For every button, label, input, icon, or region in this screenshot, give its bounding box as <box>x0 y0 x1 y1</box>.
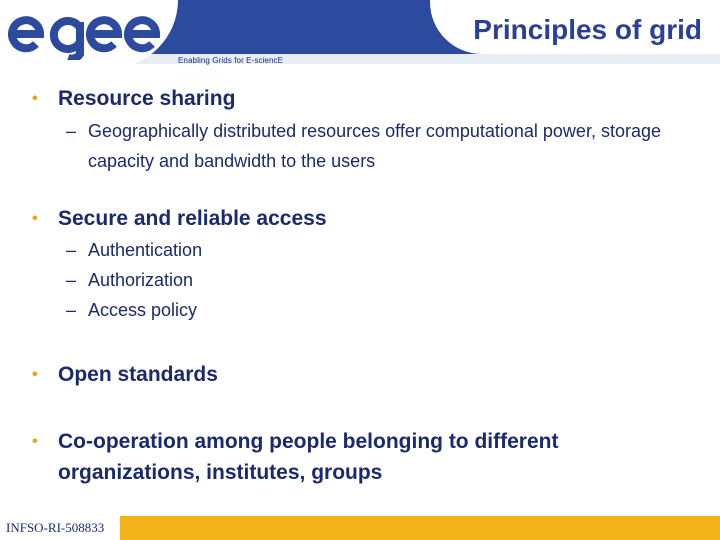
bullet-text: Open standards <box>58 363 218 386</box>
bullet-cooperation <box>32 426 658 488</box>
sub-bullet <box>66 295 698 325</box>
bullet-text: Resource sharing <box>58 87 236 110</box>
bullet-icon: • <box>32 366 38 383</box>
title-panel <box>430 0 720 54</box>
bullet-icon: • <box>32 210 38 227</box>
footer-label: INFSO-RI-508833 <box>0 516 120 540</box>
bullet-resource-sharing <box>32 83 698 114</box>
bullet-icon: • <box>32 433 38 450</box>
bullet-text: Co-operation among people belonging to different organizations, institutes, groups <box>58 430 559 484</box>
sub-bullet <box>66 235 698 265</box>
sub-bullet-text: Access policy <box>88 300 198 320</box>
bullet-text: Secure and reliable access <box>58 207 327 230</box>
bullet-icon: • <box>32 90 38 107</box>
dash-icon: – <box>66 270 77 290</box>
bullet-secure-access <box>32 203 698 234</box>
tagline: Enabling Grids for E-sciencE <box>178 56 284 65</box>
egee-logo <box>8 8 168 60</box>
slide-title: Principles of grid <box>473 14 702 45</box>
dash-icon: – <box>66 121 77 141</box>
dash-icon: – <box>66 300 77 320</box>
dash-icon: – <box>66 240 77 260</box>
sub-bullet-text: Geographically distributed resources offer computational power, storage capacity and bandwidth to the users <box>88 121 661 171</box>
sub-bullet-text: Authorization <box>88 270 194 290</box>
sub-bullet <box>66 265 698 295</box>
sub-bullet <box>66 116 698 176</box>
logo-panel <box>0 0 178 68</box>
bullet-open-standards <box>32 359 698 390</box>
sub-bullet-text: Authentication <box>88 240 203 260</box>
